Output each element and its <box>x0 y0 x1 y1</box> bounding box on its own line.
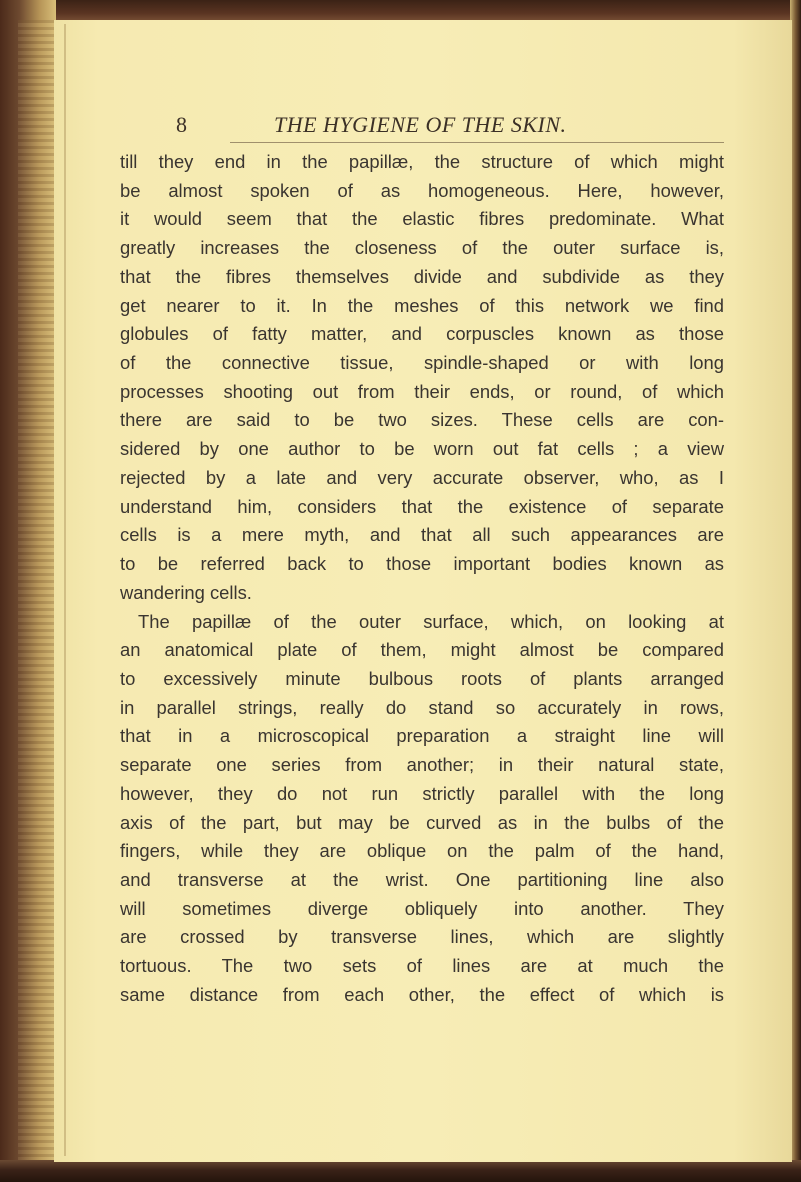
text-line: wandering cells. <box>120 581 252 603</box>
text-line: that the fibres themselves divide and subdivide as they <box>120 265 724 287</box>
text-line: separate one series from another; in their natural state, <box>120 754 724 776</box>
body-text <box>120 148 724 1010</box>
text-line: however, they do not run strictly parallel with the long <box>120 782 724 804</box>
text-line: it would seem that the elastic fibres predominate. What <box>120 208 724 230</box>
text-line: understand him, considers that the existence of separate <box>120 495 724 517</box>
top-cover-edge <box>0 0 801 22</box>
running-title: THE HYGIENE OF THE SKIN. <box>274 112 567 137</box>
text-line: till they end in the papillæ, the structure of which might <box>120 151 724 172</box>
text-line: to be referred back to those important bodies known as <box>120 553 724 575</box>
text-line: The papillæ of the outer surface, which, on looking at <box>138 610 724 632</box>
text-line: and transverse at the wrist. One partitioning line also <box>120 868 724 890</box>
text-line: globules of fatty matter, and corpuscles known as those <box>120 323 724 345</box>
text-line: an anatomical plate of them, might almost be compared <box>120 639 724 661</box>
page-number: 8 <box>176 112 188 137</box>
text-line: cells is a mere myth, and that all such appearances are <box>120 524 724 546</box>
text-line: rejected by a late and very accurate observer, who, as I <box>120 466 724 488</box>
running-header <box>176 112 736 142</box>
text-line: sidered by one author to be worn out fat cells ; a view <box>120 438 724 460</box>
text-line: same distance from each other, the effect of which is <box>120 983 724 1005</box>
header-rule <box>230 142 724 143</box>
text-line: there are said to be two sizes. These cells are con- <box>120 409 724 431</box>
text-line: greatly increases the closeness of the outer surface is, <box>120 237 724 259</box>
left-page-stack <box>18 20 56 1162</box>
text-line: to excessively minute bulbous roots of plants arranged <box>120 667 724 689</box>
text-line: that in a microscopical preparation a straight line will <box>120 725 724 747</box>
bottom-cover-edge <box>0 1160 801 1182</box>
text-line: axis of the part, but may be curved as in the bulbs of the <box>120 811 724 833</box>
text-line: fingers, while they are oblique on the palm of the hand, <box>120 840 724 862</box>
text-line: will sometimes diverge obliquely into another. They <box>120 897 724 919</box>
text-line: are crossed by transverse lines, which are slightly <box>120 926 724 948</box>
text-line: of the connective tissue, spindle-shaped or with long <box>120 352 724 374</box>
gutter-line <box>64 24 66 1156</box>
text-line: get nearer to it. In the meshes of this network we find <box>120 294 724 316</box>
text-line: be almost spoken of as homogeneous. Here, however, <box>120 179 724 201</box>
text-line: in parallel strings, really do stand so accurately in rows, <box>120 696 724 718</box>
text-line: tortuous. The two sets of lines are at much the <box>120 955 724 977</box>
text-line: processes shooting out from their ends, or round, of which <box>120 380 724 402</box>
